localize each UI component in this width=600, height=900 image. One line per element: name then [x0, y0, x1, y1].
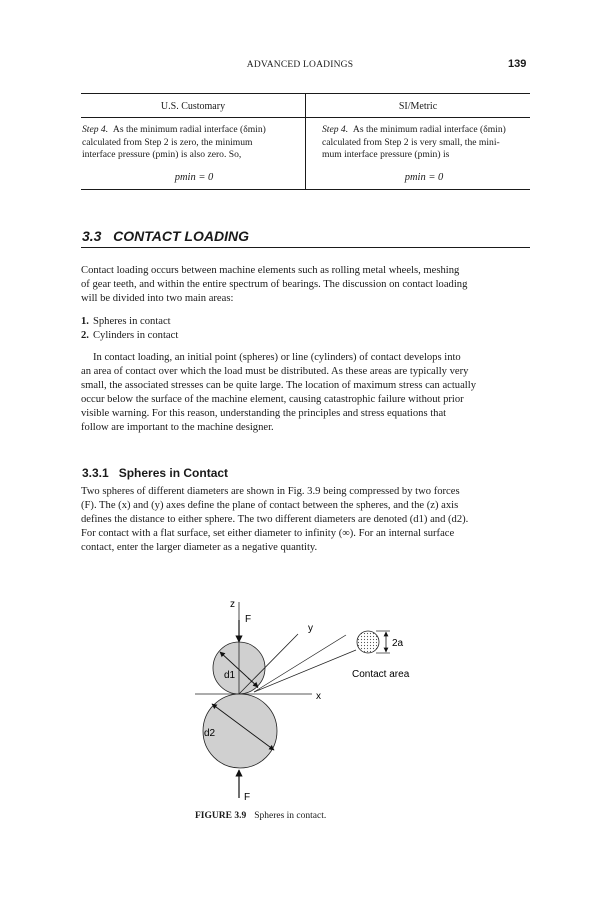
- text-line: In contact loading, an initial point (spheres) or line (cylinders) of contact develops into: [93, 352, 461, 363]
- table-left-text: [82, 124, 290, 162]
- text-line: Contact loading occurs between machine elements such as rolling metal wheels, meshing: [81, 265, 460, 276]
- page-number: 139: [508, 58, 527, 70]
- contact-list: [81, 315, 178, 343]
- figure-caption-label: FIGURE 3.9: [195, 811, 247, 821]
- step-text-line: As the minimum radial interface (δmin): [352, 124, 506, 135]
- step-text-line: mum interface pressure (pmin) is: [322, 149, 450, 160]
- label-2a: 2a: [392, 638, 404, 649]
- figure-spheres-in-contact: [150, 590, 450, 810]
- text-line: small, the associated stresses can be quite large. The location of maximum stress can actually: [81, 380, 476, 391]
- step-label: Step 4.: [322, 124, 349, 135]
- label-contact-area: Contact area: [352, 669, 410, 680]
- text-line: of gear teeth, and within the entire spectrum of bearings. The discussion on contact loading: [81, 279, 468, 290]
- label-force-bottom: F: [244, 792, 251, 803]
- leader-line-lower: [254, 650, 356, 692]
- text-line: contact, enter the larger diameter as a negative quantity.: [81, 542, 318, 553]
- table-bottom-rule: [81, 189, 530, 190]
- label-y: y: [308, 623, 313, 634]
- table-heading-us: U.S. Customary: [160, 101, 226, 112]
- running-header: ADVANCED LOADINGS: [246, 60, 354, 70]
- text-line: Two spheres of different diameters are shown in Fig. 3.9 being compressed by two forces: [81, 486, 460, 497]
- text-line: For contact with a flat surface, set either diameter to infinity (∞). For an internal surface: [81, 528, 455, 539]
- text-line: occur below the surface of the machine element, causing catastrophic failure without prior: [81, 394, 464, 405]
- section-paragraph-2: [81, 351, 530, 435]
- table-column-divider: [305, 93, 306, 189]
- text-line: an area of contact over which the load must be distributed. As these areas are typically very: [81, 366, 469, 377]
- text-line: will be divided into two main areas:: [81, 293, 234, 304]
- step-text-line: interface pressure (pmin) is also zero. So,: [82, 149, 242, 160]
- subsection-paragraph: [81, 485, 530, 555]
- table-heading-si: SI/Metric: [398, 101, 438, 112]
- table-right-formula: pmin = 0: [404, 172, 444, 183]
- section-title-rule: [81, 247, 530, 248]
- text-line: visible warning. For this reason, understanding the principles and stress equations that: [81, 408, 447, 419]
- table-right-text: [322, 124, 530, 162]
- figure-caption: [195, 811, 326, 821]
- step-text-line: calculated from Step 2 is very small, the mini-: [322, 136, 500, 148]
- label-z: z: [230, 599, 235, 610]
- step-text-line: As the minimum radial interface (δmin): [112, 124, 266, 135]
- step-label: Step 4.: [82, 124, 109, 135]
- table-left-formula: pmin = 0: [174, 172, 214, 183]
- label-force-top: F: [245, 614, 252, 625]
- label-d2: d2: [204, 728, 216, 739]
- subsection-title: 3.3.1 Spheres in Contact: [82, 466, 229, 480]
- list-item: 2. Cylinders in contact: [81, 330, 179, 341]
- label-x: x: [316, 691, 321, 702]
- section-title: 3.3 CONTACT LOADING: [82, 228, 249, 244]
- section-intro: [81, 264, 530, 306]
- leader-line-upper: [254, 635, 346, 692]
- figure-caption-text: Spheres in contact.: [254, 811, 327, 821]
- label-d1: d1: [224, 670, 236, 681]
- text-line: (F). The (x) and (y) axes define the plane of contact between the spheres, and the (z) axis: [81, 500, 459, 511]
- contact-area-circle: [357, 631, 379, 653]
- text-line: defines the distance to either sphere. The two different diameters are denoted (d1) and (d2).: [81, 514, 469, 525]
- list-item: 1. Spheres in contact: [81, 316, 171, 327]
- step-text-line: calculated from Step 2 is zero, the minimum: [82, 136, 253, 148]
- text-line: follow are important to the machine designer.: [81, 422, 274, 433]
